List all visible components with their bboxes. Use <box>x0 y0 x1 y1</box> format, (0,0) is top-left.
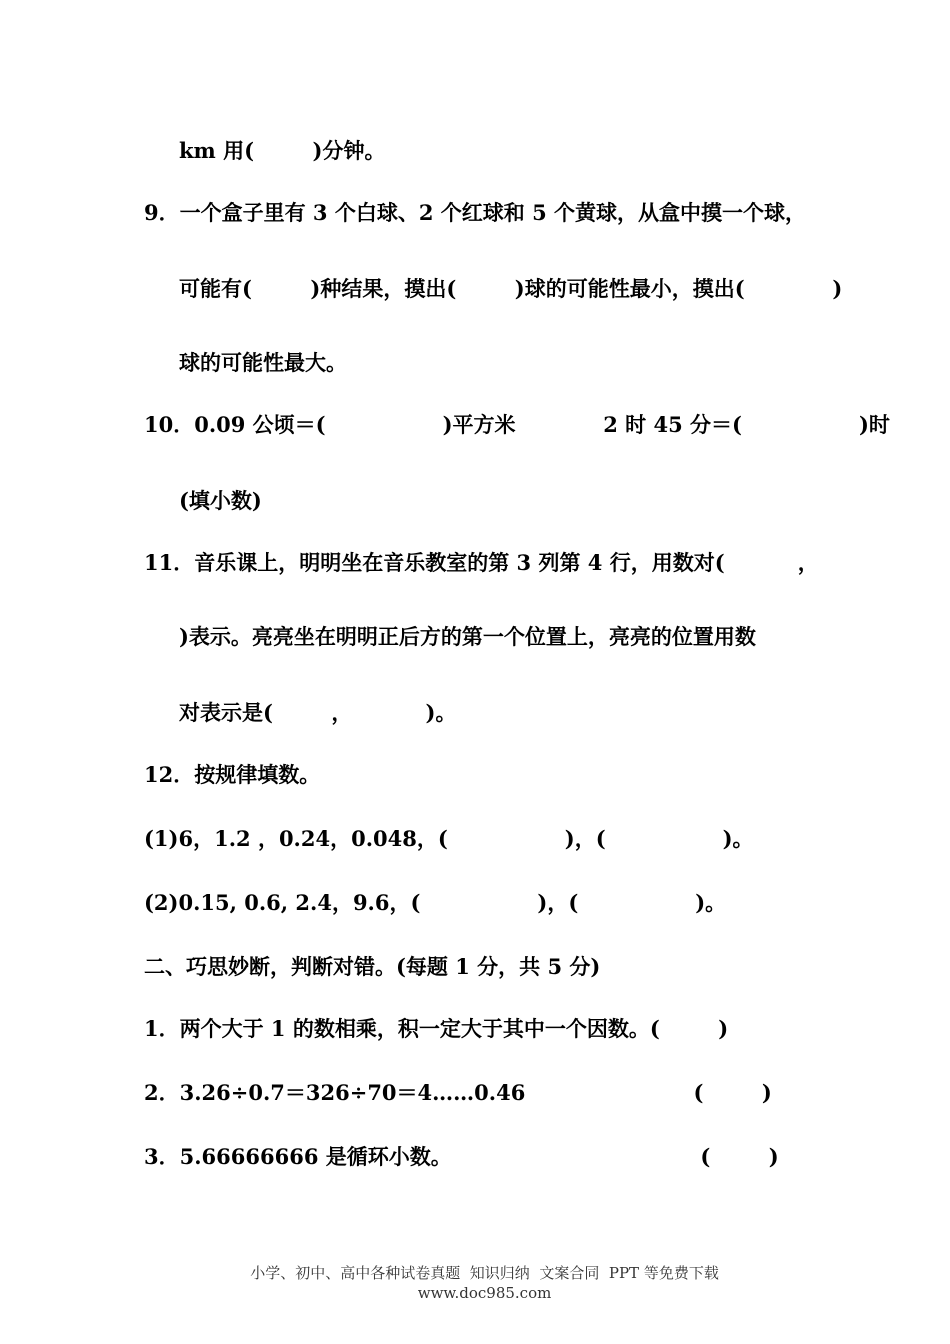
section-2-heading: 二、巧思妙断，判断对错。(每题 1 分，共 5 分) <box>144 954 601 979</box>
q9-line-2: 可能有( )种结果，摸出( )球的可能性最小，摸出( ) <box>179 276 843 301</box>
page-footer <box>0 1243 950 1323</box>
q9-line-3: 球的可能性最大。 <box>179 350 347 375</box>
q11-line-1: 11．音乐课上，明明坐在音乐教室的第 3 列第 4 行，用数对( ， <box>144 550 819 575</box>
q11-line-3: 对表示是( ， )。 <box>179 700 457 725</box>
judge-item-3: 3．5.66666666 是循环小数。 ( ) <box>144 1144 779 1169</box>
q10-line-1: 10．0.09 公顷＝( )平方米 2 时 45 分＝( )时 <box>144 412 890 437</box>
q12-part-2: (2)0.15, 0.6, 2.4，9.6，( )，( )。 <box>144 890 727 915</box>
judge-item-1: 1．两个大于 1 的数相乘，积一定大于其中一个因数。( ) <box>144 1016 729 1041</box>
q12-part-1: (1)6，1.2 ，0.24，0.048，( )，( )。 <box>144 826 754 851</box>
judge-item-2: 2．3.26÷0.7＝326÷70＝4……0.46 ( ) <box>144 1080 772 1105</box>
q8-continuation: km 用( )分钟。 <box>179 138 386 163</box>
q12-heading: 12．按规律填数。 <box>144 762 321 787</box>
q9-line-1: 9．一个盒子里有 3 个白球、2 个红球和 5 个黄球，从盒中摸一个球， <box>144 200 806 225</box>
footer-text: 小学、初中、高中各种试卷真题 知识归纳 文案合同 PPT 等免费下载 <box>250 1264 719 1282</box>
q10-line-2: (填小数) <box>179 488 262 513</box>
q11-line-2: )表示。亮亮坐在明明正后方的第一个位置上，亮亮的位置用数 <box>179 624 756 649</box>
footer-url: www.doc985.com <box>417 1284 552 1302</box>
